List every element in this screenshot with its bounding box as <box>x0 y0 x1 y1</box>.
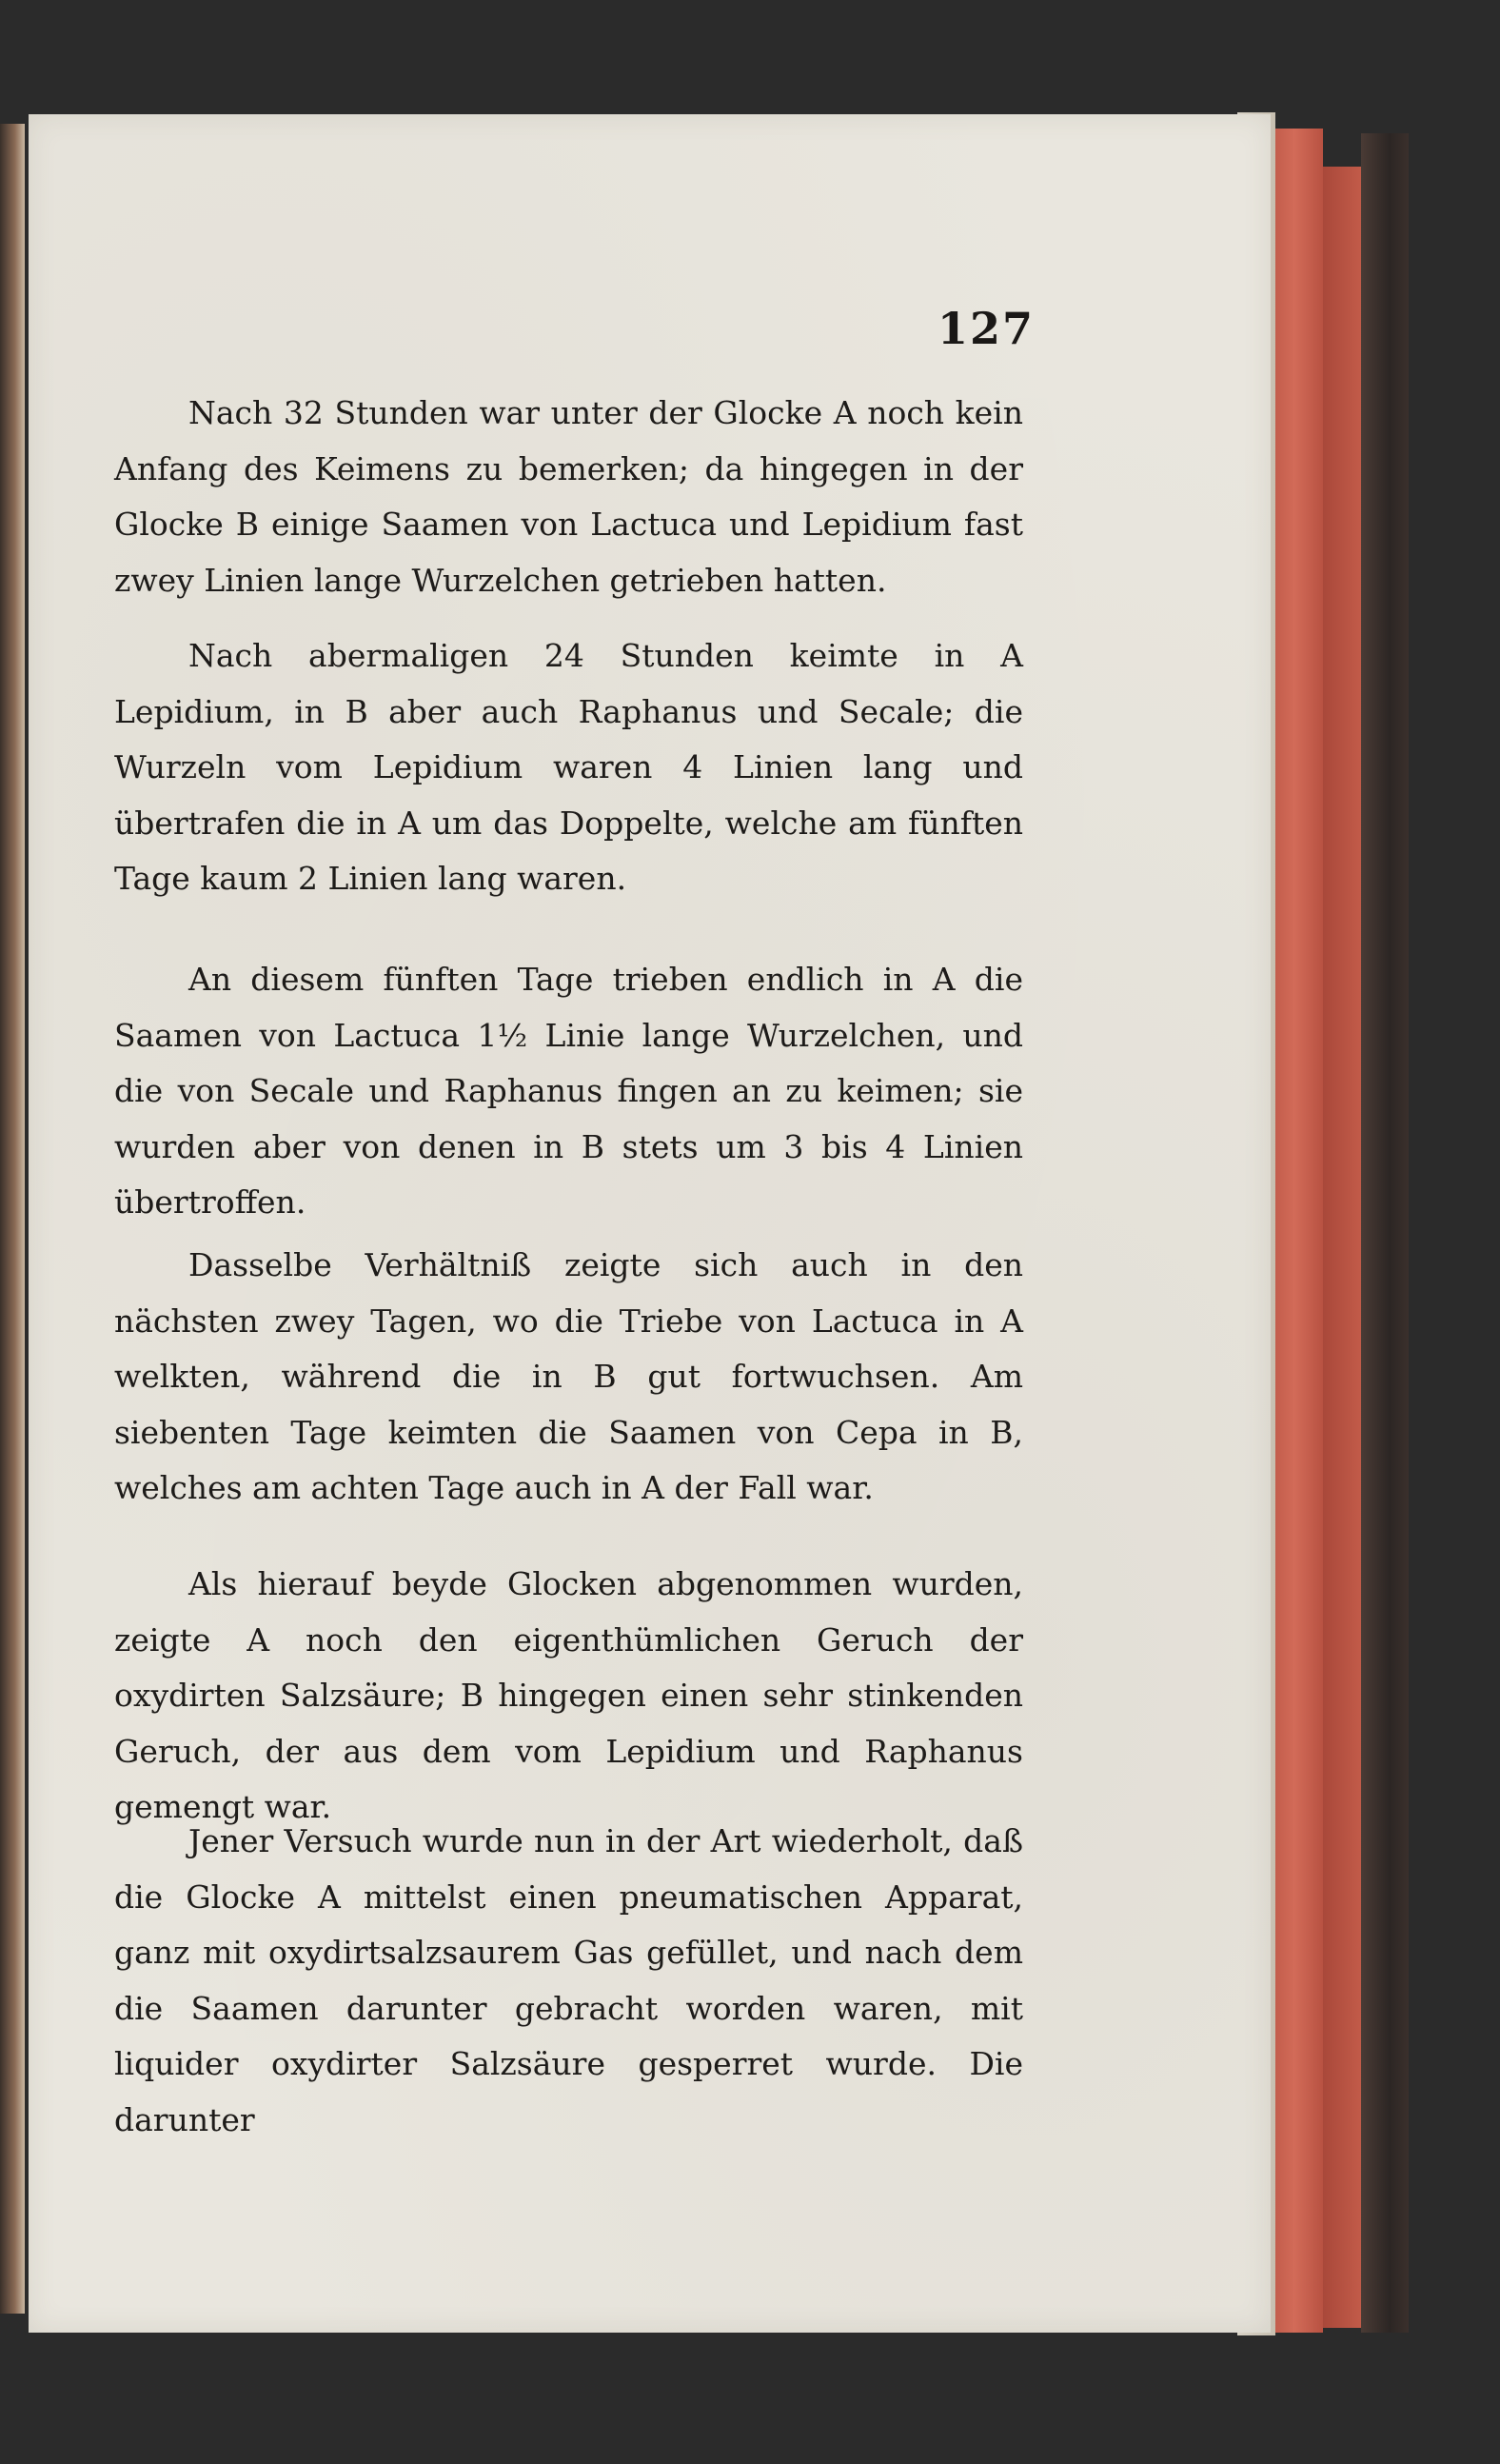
left-page-edge <box>0 124 25 2314</box>
paragraph-2: Nach abermaligen 24 Stunden keimte in A Lepidium, in B aber auch Raphanus und Secale; die Wurzeln vom Lepidium waren 4 Linien lang und übertrafen die in A um das Doppelte, welche am fünften Tage kaum 2 Linien lang waren. <box>114 637 1023 897</box>
paragraph-6: Jener Versuch wurde nun in der Art wiederholt, daß die Glocke A mittelst einen pneumatischen Apparat, ganz mit oxydirtsalzsaurem Gas gefüllet, und nach dem die Saamen darunter gebracht worden waren, mit liquider oxydirter Salzsäure gesperret wurde. Die darunter <box>114 1822 1023 2138</box>
paragraph-5: Als hierauf beyde Glocken abgenommen wurden, zeigte A noch den eigenthümlichen Geruch der oxydirten Salzsäure; B hingegen einen sehr stinkenden Geruch, der aus dem vom Lepidium und Raphanus gemengt war. <box>114 1565 1023 1825</box>
page-edge-red-outer <box>1323 167 1361 2328</box>
paragraph-1: Nach 32 Stunden war unter der Glocke A noch kein Anfang des Keimens zu bemerken; da hingegen in der Glocke B einige Saamen von Lactuca und Lepidium fast zwey Linien lange Wurzelchen getrieben hatten. <box>114 394 1023 599</box>
book-cover <box>1361 133 1409 2333</box>
page-edge-red <box>1275 129 1323 2333</box>
page-number: 127 <box>938 303 1036 354</box>
paragraph-3: An diesem fünften Tage trieben endlich in A die Saamen von Lactuca 1½ Linie lange Wurzelchen, und die von Secale und Raphanus fingen an zu keimen; sie wurden aber von denen in B stets um 3 bis 4 Linien übertroffen. <box>114 961 1023 1221</box>
paragraph-4: Dasselbe Verhältniß zeigte sich auch in den nächsten zwey Tagen, wo die Triebe von Lactuca in A welkten, während die in B gut fortwuchsen. Am siebenten Tage keimten die Saamen von Cepa in B, welches am achten Tage auch in A der Fall war. <box>114 1246 1023 1506</box>
